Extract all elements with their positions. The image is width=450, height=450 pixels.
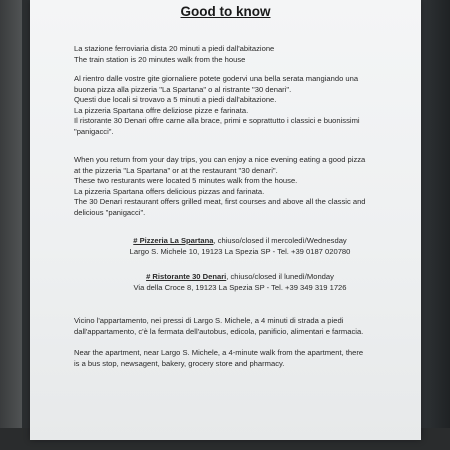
- italian-food-paragraph: [74, 74, 414, 138]
- pizzeria-address: Largo S. Michele 10, 19123 La Spezia SP - Tel. +39 0187 020780: [129, 246, 351, 256]
- ristorante-info: [70, 272, 410, 293]
- text-line: Al rientro dalle vostre gite giornaliere potete godervi una bella serata mangiando una: [74, 74, 359, 83]
- background-left: [0, 0, 22, 450]
- text-line: When you return from your day trips, you can enjoy a nice evening eating a good pizza: [74, 155, 366, 164]
- pizzeria-closed: , chiuso/closed il mercoledì/Wednesday: [213, 236, 347, 245]
- ristorante-heading: [70, 272, 410, 283]
- page-title: Good to know: [180, 4, 271, 19]
- paper-sheet: [30, 0, 421, 440]
- text-line: delicious "panigacci".: [74, 207, 146, 217]
- ristorante-address: Via della Croce 8, 19123 La Spezia SP - Tel. +39 349 319 1726: [133, 282, 347, 292]
- pizzeria-info: [70, 236, 410, 257]
- text-line: at the pizzeria "La Spartana" or at the restaurant "30 denari".: [74, 165, 278, 175]
- text-line: Near the apartment, near Largo S. Michele, a 4-minute walk from the apartment, there: [74, 348, 364, 357]
- text-line: La stazione ferroviaria dista 20 minuti a piedi dall'abitazione: [74, 44, 275, 53]
- text-line: "panigacci".: [74, 126, 114, 136]
- italian-nearby-paragraph: [74, 316, 414, 337]
- text-line: Vicino l'appartamento, nei pressi di Largo S. Michele, a 4 minuti di strada a piedi: [74, 316, 344, 325]
- english-food-paragraph: [74, 155, 414, 219]
- text-line: buona pizza alla pizzeria "La Spartana" o al ristrante "30 denari".: [74, 84, 292, 94]
- text-line: La pizzeria Spartana offers delicious pizzas and farinata.: [74, 186, 265, 196]
- train-paragraph: [74, 44, 414, 65]
- pizzeria-name: # Pizzeria La Spartana: [133, 236, 214, 245]
- text-line: Il ristorante 30 Denari offre carne alla brace, primi e soprattutto i classici e buonissimi: [74, 116, 360, 126]
- ristorante-closed: , chiuso/closed il lunedì/Monday: [226, 272, 334, 281]
- text-line: dall'appartamento, c'è la fermata dell'autobus, edicola, panificio, alimentari e farmacia.: [74, 326, 364, 336]
- text-line: These two resturants were located 5 minutes walk from the house.: [74, 176, 298, 186]
- ristorante-name: # Ristorante 30 Denari: [146, 272, 227, 281]
- pizzeria-heading: [70, 236, 410, 247]
- text-line: The train station is 20 minutes walk from the house: [74, 54, 246, 64]
- text-line: Questi due locali si trovavo a 5 minuti a piedi dall'abitazione.: [74, 95, 277, 105]
- text-line: is a bus stop, newsagent, bakery, grocery store and pharmacy.: [74, 358, 285, 368]
- text-line: La pizzeria Spartana offre deliziose pizze e farinata.: [74, 105, 249, 115]
- text-line: The 30 Denari restaurant offers grilled meat, first courses and above all the classic and: [74, 197, 366, 207]
- english-nearby-paragraph: [74, 348, 414, 369]
